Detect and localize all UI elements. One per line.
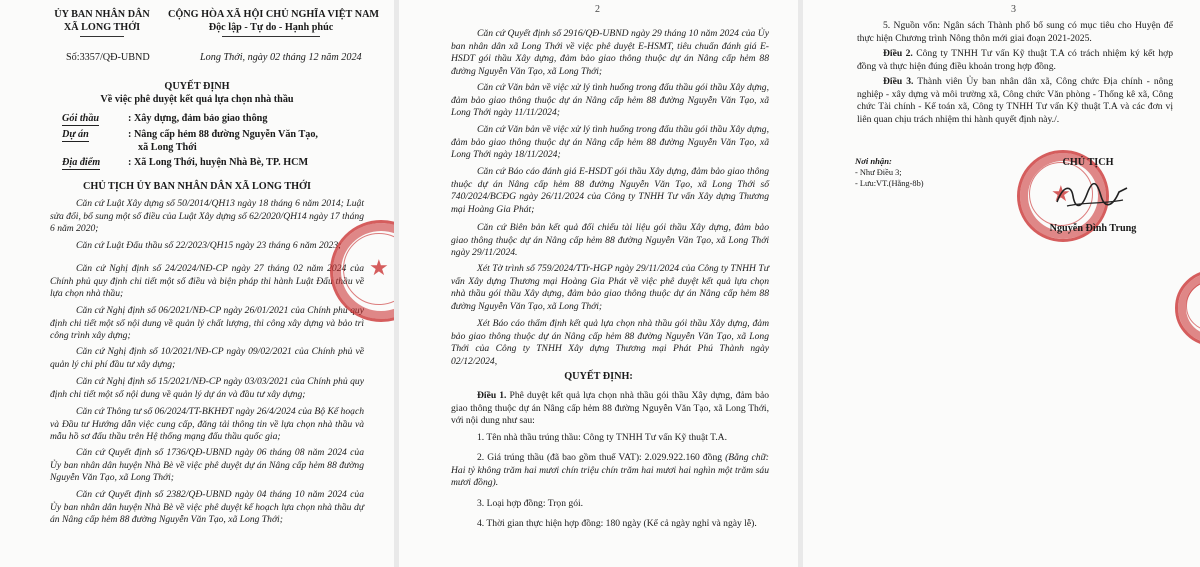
authority-heading: CHỦ TỊCH ỦY BAN NHÂN DÂN XÃ LONG THỚI	[83, 181, 311, 192]
article-3-text: Thành viên Ủy ban nhân dân xã, Công chức Địa chính - nông nghiệp - xây dựng và môi trường xã, Công chức Văn phòng - Thống kê xã, Công chức Tài chính - Kế toán xã, Công ty TNHH Tư vấn Kỹ thuật T.A và các đơn vị liên quan chịu trách nhiệm thi hành quyết định này./.	[857, 76, 1174, 125]
article-1-text: Phê duyệt kết quả lựa chọn nhà thầu gói thầu Xây dựng, đảm bảo giao thông thuộc dự án Nâng cấp hẻm 88 đường Nguyễn Văn Tạo, xã Long Thới, với nội dung như sau:	[451, 390, 770, 427]
article-1-label: Điều 1.	[477, 390, 507, 401]
item-funding: 5. Nguồn vốn: Ngân sách Thành phố bổ sung có mục tiêu cho Huyện để thực hiện Chương trình Nông thôn mới giai đoạn 2021-2025.	[857, 20, 1173, 44]
legal-basis-paragraph: Căn cứ Quyết định số 1736/QĐ-UBND ngày 06 tháng 08 năm 2024 của Ủy ban nhân dân huyện Nhà Bè về việc phê duyệt dự án Nâng cấp hẻm 88 đường Nguyễn Văn Tạo, xã Long Thới;	[50, 447, 364, 484]
issue-date: Long Thới, ngày 02 tháng 12 năm 2024	[200, 52, 362, 63]
item-price	[451, 452, 769, 490]
item-contractor: 1. Tên nhà thầu trúng thầu: Công ty TNHH Tư vấn Kỹ thuật T.A.	[477, 432, 727, 443]
article-2-label: Điều 2.	[883, 48, 913, 59]
legal-basis-paragraph: Căn cứ Nghị định số 10/2021/NĐ-CP ngày 09/02/2021 của Chính phủ về quản lý chi phí đầu tư xây dựng;	[50, 346, 364, 370]
legal-basis-paragraph: Căn cứ Quyết định số 2916/QĐ-UBND ngày 29 tháng 10 năm 2024 của Ủy ban nhân dân xã Long Thới về việc phê duyệt E-HSMT, tiêu chuẩn đánh giá E-HSDT gói thầu Xây dựng, đảm bảo giao thông thuộc dự án Nâng cấp hẻm 88 đường Nguyễn Văn Tạo, xã Long Thới;	[451, 28, 769, 77]
package-label: Gói thầu	[62, 112, 99, 126]
red-seal-stamp	[1175, 270, 1200, 346]
legal-basis-paragraph: Căn cứ Nghị định số 06/2021/NĐ-CP ngày 26/01/2021 của Chính phủ quy định chi tiết một số nội dung về quản lý chất lượng, thi công xây dựng và bảo trì công trình xây dựng;	[50, 305, 364, 342]
legal-basis-paragraph: Căn cứ Biên bản kết quả đối chiếu tài liệu gói thầu Xây dựng, đảm bảo giao thông thuộc dự án Nâng cấp hẻm 88 đường Nguyễn Văn Tạo, xã Long Thới ngày 29/11/2024.	[451, 222, 769, 259]
legal-basis-paragraph: Căn cứ Thông tư số 06/2024/TT-BKHĐT ngày 26/4/2024 của Bộ Kế hoạch và Đầu tư Hướng dẫn việc cung cấp, đăng tải thông tin về lựa chọn nhà thầu và mẫu hồ sơ đấu thầu trên Hệ thống mạng đấu thầu quốc gia;	[50, 406, 364, 443]
legal-basis-paragraph: Căn cứ Quyết định số 2382/QĐ-UBND ngày 04 tháng 10 năm 2024 của Ủy ban nhân dân huyện Nhà Bè về việc phê duyệt kế hoạch lựa chọn nhà thầu dự án Nâng cấp hẻm 88 đường Nguyễn Văn Tạo, xã Long Thới;	[50, 489, 364, 526]
item-duration: 4. Thời gian thực hiện hợp đồng: 180 ngày (Kể cả ngày nghỉ và ngày lễ).	[477, 518, 757, 529]
location-value: : Xã Long Thới, huyện Nhà Bè, TP. HCM	[128, 157, 309, 168]
signer-name: Nguyễn Đình Trung	[1049, 223, 1137, 234]
handwritten-signature	[1053, 176, 1133, 216]
legal-basis-paragraph: Xét Tờ trình số 759/2024/TTr-HGP ngày 29/11/2024 của Công ty TNHH Tư vấn Xây dựng Thương mại Hoàng Gia Phát về việc phê duyệt kết quả lựa chọn nhà thầu gói thầu Xây dựng, đảm bảo giao thông thuộc dự án Nâng cấp hẻm 88 đường Nguyễn Văn Tạo, xã Long Thới;	[451, 263, 769, 312]
article-1	[451, 390, 769, 428]
legal-basis-paragraph: Căn cứ Nghị định số 15/2021/NĐ-CP ngày 03/03/2021 của Chính phủ quy định chi tiết một số nội dung về quản lý dự án và đầu tư xây dựng;	[50, 376, 364, 400]
article-3-label: Điều 3.	[883, 76, 914, 87]
issuing-authority-line1: ỦY BAN NHÂN DÂN	[54, 9, 150, 20]
project-label: Dự án	[62, 128, 89, 142]
divider	[80, 36, 124, 37]
document-page-2	[399, 0, 798, 567]
article-2	[857, 48, 1173, 73]
page-number: 2	[595, 4, 600, 15]
legal-basis-paragraph: Căn cứ Văn bản về việc xử lý tình huống trong đấu thầu gói thầu Xây dựng, đảm bảo giao thông thuộc dự án Nâng cấp hẻm 88 đường Nguyễn Văn Tạo, xã Long Thới ngày 18/11/2024;	[451, 124, 769, 161]
recipients-title: Nơi nhận:	[855, 156, 892, 166]
project-value: : Nâng cấp hẻm 88 đường Nguyễn Văn Tạo,	[128, 129, 318, 140]
recipient-item: - Lưu:VT.(Hằng-8b)	[855, 179, 924, 188]
legal-basis-paragraph: Xét Báo cáo thẩm định kết quả lựa chọn nhà thầu gói thầu Xây dựng, đảm bảo giao thông thuộc dự án Nâng cấp hẻm 88 đường Nguyễn Văn Tạo, xã Long Thới của Công ty TNHH Xây dựng Thương mại Phát Phú Thành ngày 02/12/2024,	[451, 318, 769, 367]
document-page-1	[0, 0, 394, 567]
item-price-text: 2. Giá trúng thầu (đã bao gồm thuế VAT): 2.029.922.160 đồng	[477, 452, 726, 463]
motto: Độc lập - Tự do - Hạnh phúc	[208, 22, 334, 33]
item-contract-type: 3. Loại hợp đồng: Trọn gói.	[477, 498, 584, 509]
document-page-3	[803, 0, 1200, 567]
red-seal-stamp: ★	[330, 220, 394, 322]
decides-heading: QUYẾT ĐỊNH:	[564, 371, 633, 382]
item-price-words: (Bằng chữ: Hai tỷ không trăm hai mươi chín triệu chín trăm hai mươi hai nghìn một trăm sáu mươi đồng).	[451, 452, 770, 489]
project-value-cont: xã Long Thới	[138, 142, 197, 153]
legal-basis-paragraph: Căn cứ Nghị định số 24/2024/NĐ-CP ngày 27 tháng 02 năm 2024 của Chính phủ quy định chi tiết một số điều và biện pháp thi hành Luật Đấu thầu về lựa chọn nhà thầu;	[50, 263, 364, 300]
red-seal-stamp: ★	[1017, 150, 1109, 242]
legal-basis-paragraph: Căn cứ Luật Đấu thầu số 22/2023/QH15 ngày 23 tháng 6 năm 2023;	[76, 240, 342, 251]
signer-title: CHỦ TỊCH	[1062, 157, 1114, 168]
legal-basis-paragraph: Căn cứ Văn bản về việc xử lý tình huống trong đấu thầu gói thầu Xây dựng, đảm bảo giao thông thuộc dự án Nâng cấp hẻm 88 đường Nguyễn Văn Tạo, xã Long Thới ngày 11/11/2024;	[451, 82, 769, 119]
country-name: CỘNG HÒA XÃ HỘI CHỦ NGHĨA VIỆT NAM	[168, 9, 380, 20]
page-number: 3	[1011, 4, 1016, 15]
decision-title: QUYẾT ĐỊNH	[164, 81, 230, 92]
location-label: Địa điểm	[62, 156, 100, 170]
legal-basis-paragraph: Căn cứ Luật Xây dựng số 50/2014/QH13 ngày 18 tháng 6 năm 2014; Luật sửa đổi, bổ sung một số điều của Luật Xây dựng số 62/2020/QH14 ngày 17 tháng 6 năm 2020;	[50, 198, 364, 235]
divider	[222, 36, 320, 37]
recipient-item: - Như Điều 3;	[855, 168, 902, 177]
article-2-text: Công ty TNHH Tư vấn Kỹ thuật T.A có trách nhiệm ký kết hợp đồng và thực hiện đúng điều khoản trong hợp đồng.	[857, 48, 1173, 72]
decision-subject: Về việc phê duyệt kết quả lựa chọn nhà thầu	[100, 94, 294, 105]
package-value: : Xây dựng, đảm bảo giao thông	[128, 113, 268, 124]
legal-basis-paragraph: Căn cứ Báo cáo đánh giá E-HSDT gói thầu Xây dựng, đảm bảo giao thông thuộc dự án Nâng cấp hẻm 88 đường Nguyễn Văn Tạo, xã Long Thới số 740/2024/BCĐG ngày 26/11/2024 của Công ty TNHH Tư vấn Xây dựng Thương mại Hoàng Gia Phát;	[451, 166, 769, 215]
issuing-authority-line2: XÃ LONG THỚI	[63, 22, 141, 33]
document-number: Số:3357/QĐ-UBND	[66, 52, 150, 63]
article-3	[857, 76, 1173, 126]
